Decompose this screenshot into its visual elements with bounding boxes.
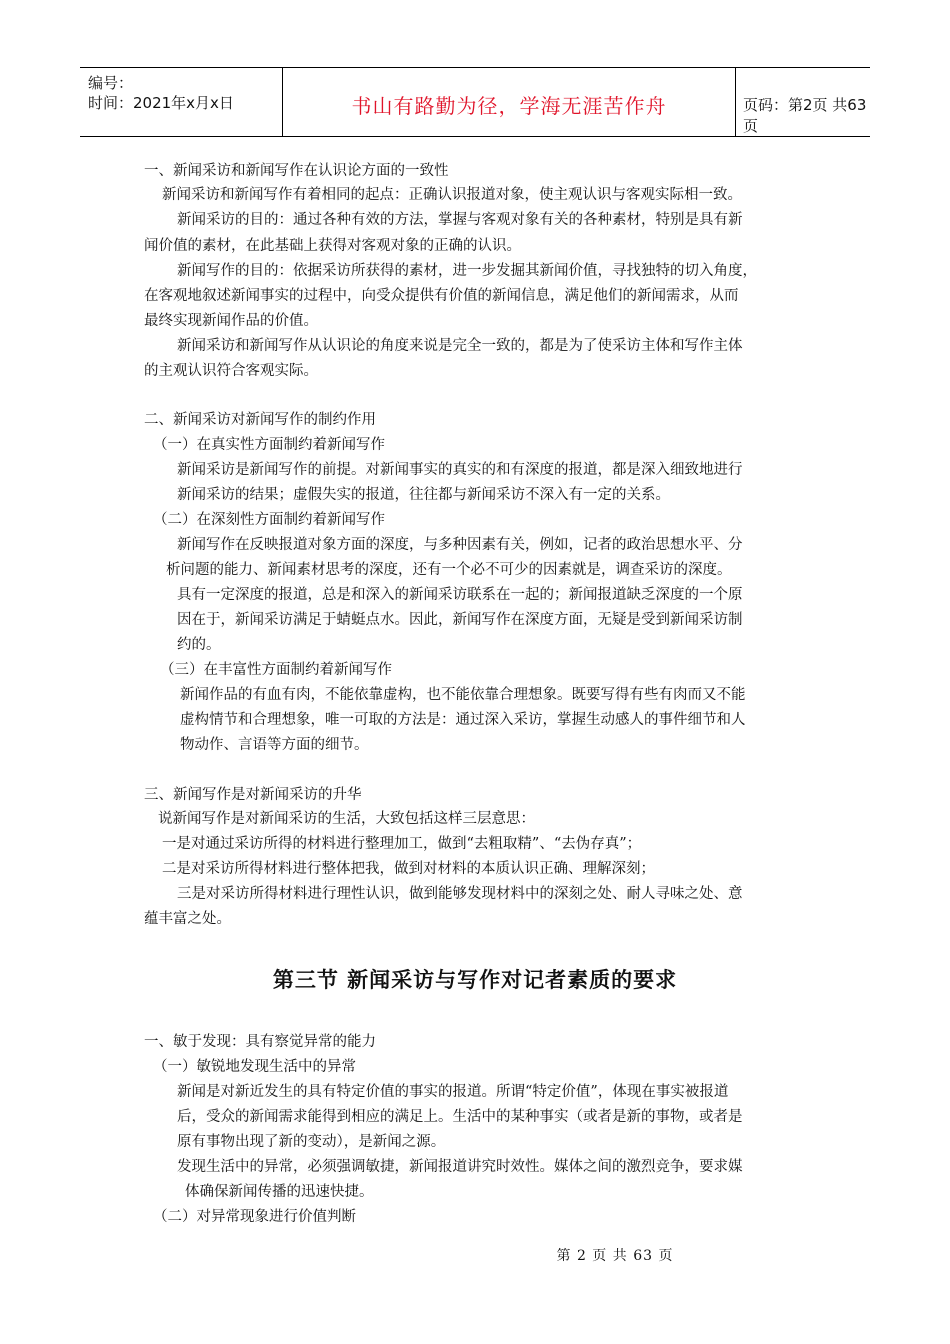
header-motto-cell (282, 68, 736, 136)
paragraph-line: 新闻作品的有血有肉，不能依靠虚构，也不能依靠合理想象。既要写得有些有肉而又不能 (180, 687, 746, 703)
heading-1: 一、敏于发现：具有察觉异常的能力 (144, 1034, 376, 1050)
paragraph-line: 后，受众的新闻需求能得到相应的满足上。生活中的某种事实（或者是新的事物，或者是 (177, 1109, 743, 1125)
paragraph-line: 二是对采访所得材料进行整体把我，做到对材料的本质认识正确、理解深刻； (162, 861, 655, 877)
section-title: 第三节 新闻采访与写作对记者素质的要求 (272, 967, 678, 992)
header-page-cell (735, 68, 870, 136)
paragraph-line: 一是对通过采访所得的材料进行整理加工，做到“去粗取精”、“去伪存真”； (162, 836, 642, 852)
paragraph-line: 闻价值的素材，在此基础上获得对客观对象的正确的认识。 (144, 238, 521, 254)
motto-text: 书山有路勤为径，学海无涯苦作舟 (351, 94, 667, 118)
paragraph-line: 物动作、言语等方面的细节。 (180, 737, 369, 753)
subheading: （二）对异常现象进行价值判断 (153, 1209, 356, 1225)
paragraph-line: 原有事物出现了新的变动），是新闻之源。 (177, 1134, 446, 1150)
paragraph-line: 新闻采访的目的：通过各种有效的方法，掌握与客观对象有关的各种素材，特别是具有新 (177, 212, 743, 228)
paragraph-line: 新闻采访和新闻写作有着相同的起点：正确认识报道对象，使主观认识与客观实际相一致。 (162, 187, 742, 203)
subheading: （二）在深刻性方面制约着新闻写作 (153, 512, 385, 528)
paragraph-line: 约的。 (177, 637, 221, 653)
paragraph-line: 的主观认识符合客观实际。 (144, 363, 318, 379)
paragraph-line: 新闻写作在反映报道对象方面的深度，与多种因素有关，例如，记者的政治思想水平、分 (177, 537, 743, 553)
paragraph-line: 虚构情节和合理想象，唯一可取的方法是：通过深入采访，掌握生动感人的事件细节和人 (180, 712, 746, 728)
paragraph-line: 因在于，新闻采访满足于蜻蜓点水。因此，新闻写作在深度方面，无疑是受到新闻采访制 (177, 612, 743, 628)
paragraph-line: 发现生活中的异常，必须强调敏捷，新闻报道讲究时效性。媒体之间的激烈竞争，要求媒 (177, 1159, 743, 1175)
date-label: 时间：2021年x月x日 (88, 94, 234, 112)
paragraph-line: 析问题的能力、新闻素材思考的深度，还有一个必不可少的因素就是，调查采访的深度。 (166, 562, 732, 578)
subheading: （三）在丰富性方面制约着新闻写作 (160, 662, 392, 678)
paragraph-line: 最终实现新闻作品的价值。 (144, 313, 318, 329)
heading-3: 三、新闻写作是对新闻采访的升华 (144, 787, 362, 803)
paragraph-line: 具有一定深度的报道，总是和深入的新闻采访联系在一起的；新闻报道缺乏深度的一个原 (177, 587, 743, 603)
paragraph-line: 新闻是对新近发生的具有特定价值的事实的报道。所谓“特定价值”，体现在事实被报道 (177, 1084, 729, 1100)
paragraph-line: 体确保新闻传播的迅速快捷。 (185, 1184, 374, 1200)
header-info-cell (80, 68, 282, 136)
page-footer: 第 2 页 共 63 页 (556, 1248, 674, 1264)
paragraph-line: 新闻采访的结果；虚假失实的报道，往往都与新闻采访不深入有一定的关系。 (177, 487, 670, 503)
paragraph-line: 新闻写作的目的：依据采访所获得的素材，进一步发掘其新闻价值，寻找独特的切入角度， (177, 263, 757, 279)
subheading: （一）敏锐地发现生活中的异常 (153, 1059, 356, 1075)
page-label: 页码：第2页 共63页 (743, 96, 867, 135)
paragraph-line: 在客观地叙述新闻事实的过程中，向受众提供有价值的新闻信息，满足他们的新闻需求，从而 (144, 288, 739, 304)
paragraph-line: 说新闻写作是对新闻采访的生活，大致包括这样三层意思： (158, 811, 535, 827)
paragraph-line: 蕴丰富之处。 (144, 911, 231, 927)
subheading: （一）在真实性方面制约着新闻写作 (153, 437, 385, 453)
paragraph-line: 新闻采访和新闻写作从认识论的角度来说是完全一致的，都是为了使采访主体和写作主体 (177, 338, 743, 354)
number-label: 编号： (88, 74, 134, 92)
heading-1: 一、新闻采访和新闻写作在认识论方面的一致性 (144, 163, 449, 179)
heading-2: 二、新闻采访对新闻写作的制约作用 (144, 412, 376, 428)
paragraph-line: 新闻采访是新闻写作的前提。对新闻事实的真实的和有深度的报道，都是深入细致地进行 (177, 462, 743, 478)
page-header (80, 67, 870, 137)
paragraph-line: 三是对采访所得材料进行理性认识，做到能够发现材料中的深刻之处、耐人寻味之处、意 (177, 886, 743, 902)
